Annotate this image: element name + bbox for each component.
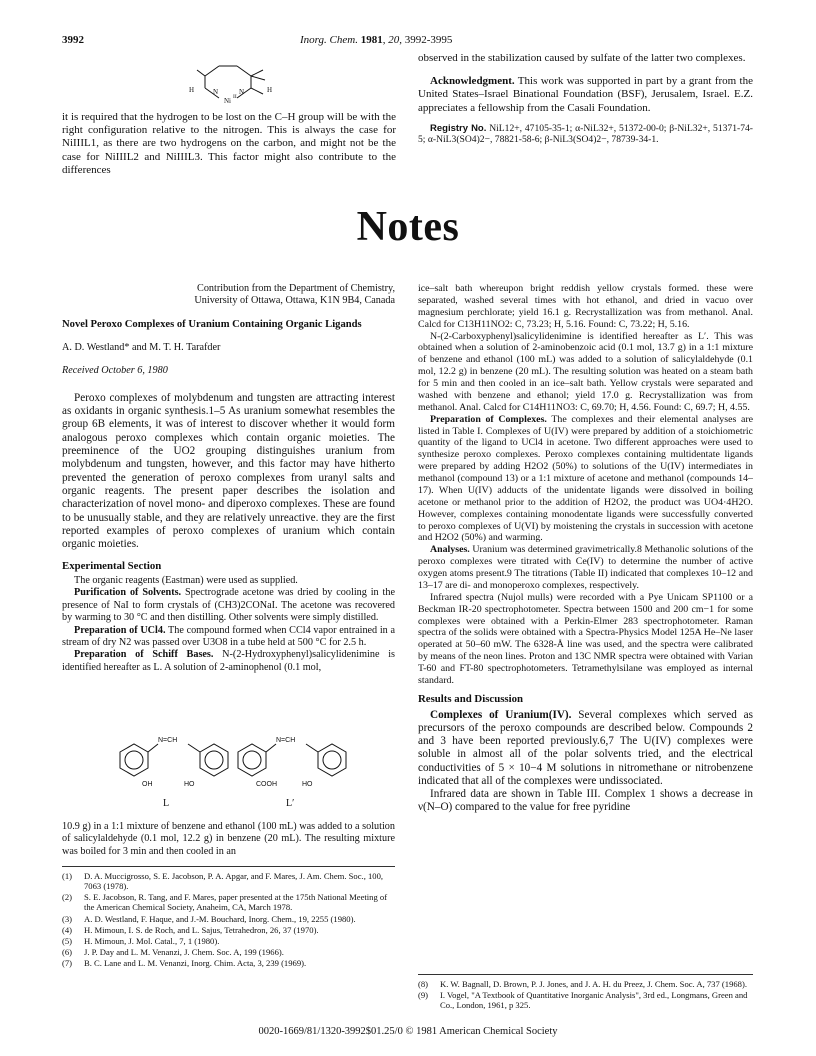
journal-volume: 20 bbox=[388, 34, 400, 46]
journal-pages: 3992-3995 bbox=[404, 34, 453, 46]
ucl4-paragraph bbox=[62, 625, 395, 650]
footnote-rule-left bbox=[62, 866, 395, 867]
received-date: Received October 6, 1980 bbox=[62, 365, 168, 377]
top-left-paragraph bbox=[62, 111, 396, 177]
section-title: Notes bbox=[356, 204, 460, 250]
ir-paragraph: Infrared spectra (Nujol mulls) were recorded with a Pye Unicam SP1100 or a Beckman IR-20 spectrophotometer. Spectra between 1500 and 200 cm−1 for some complexes were obtained with a Perkin-Elmer 283 spectrophotometer. Raman spectra of the solids were obtained with a Spectra-Physics Model 125A He–Ne laser operated at 50–60 mW. The 6328-Å line was used, and the spectra were calibrated by means of the neon lines. Proton and 13C NMR spectra were obtained with Varian T-60 and FT-80 spectrophotometers. Tetramethylsilane was employed as internal standard. bbox=[418, 591, 753, 686]
structure-label: N bbox=[239, 88, 245, 96]
top-right-column bbox=[418, 52, 753, 146]
reference-item: (1) D. A. Muccigrosso, S. E. Jacobson, P. A. Apgar, and F. Mares, J. Am. Chem. Soc., 100, 7063 (1978). bbox=[62, 871, 384, 892]
reference-item: (7) B. C. Lane and L. M. Venanzi, Inorg. Chim. Acta, 3, 239 (1969). bbox=[62, 958, 307, 969]
solvents-heading: Purification of Solvents. bbox=[74, 587, 182, 599]
solvents-body: Spectrograde acetone was dried by cooling in the presence of NaI to form crystals of (CH3)2CONaI. The acetone was recovered by warming to 30 °C and then distilling. Other solvents were simply distilled. bbox=[62, 587, 395, 624]
continuation-text: observed in the stabilization caused by sulfate of the latter two complexes. bbox=[418, 52, 746, 64]
analyses-body: Uranium was determined gravimetrically.8 Methanolic solutions of the peroxo complexes were titrated with Ce(IV) to determine the number of active oxygen atoms present.9 The titrations (Table II) indicated that complexes 10–12 and 13–17 are di- and monoperoxo complexes, respectively. bbox=[418, 544, 753, 591]
schiff-heading: Preparation of Schiff Bases. bbox=[74, 649, 214, 661]
journal-year: 1981 bbox=[360, 34, 383, 46]
affiliation bbox=[62, 283, 395, 308]
journal-name: Inorg. Chem. bbox=[300, 34, 358, 46]
registry-heading: Registry No. bbox=[430, 122, 487, 134]
structure-label: H bbox=[189, 86, 195, 94]
right-paragraph: ice–salt bath whereupon bright reddish yellow crystals formed. these were separated, washed several times with hot ethanol, and dried in vacuo over magnesium perchlorate; yield 16.1 g. Recrystallization was from methanol. Anal. Calcd for C13H11NO2: C, 73.23; H, 5.16. Found: C, 73.22; H, 5.16. bbox=[418, 283, 753, 330]
complexes-body: The complexes and their elemental analyses are listed in Table I. Complexes of U(IV) were prepared by addition of a stoichiometric quantity of the ligand to UCl4 in acetone. Two different approaches were used to synthesize peroxo complexes. Peroxo complexes containing multidentate ligands were prepared by adding H2O2 (50%) to solutions of the U(IV) intermediates in methanol (compound 13) or a 1:1 mixture of acetone and methanol (compounds 14–17). When U(IV) adducts of the unidentate ligands were dissolved in boiling acetone or methanol prior to the addition of H2O2, the product was UO4·4H2O. However, complexes containing monodentate ligands were successfully converted to peroxo complexes of U(VI) by moistening the crystals in succession with acetone and H2O2 (50%) and warming. bbox=[418, 413, 753, 544]
structure-label: Ni bbox=[224, 97, 231, 105]
registry-numbers bbox=[418, 123, 753, 146]
acknowledgment bbox=[418, 75, 753, 115]
top-left-text: it is required that the hydrogen to be lost on the C–H group will be with the right configuration relative to the nitrogen. This is always the case for NiIIIL1, as there are two hydrogens on the carbon, and might not be the case for NiIIIL2 and NiIIIL3. This factor might also contribute to the differences bbox=[62, 111, 396, 176]
complexes-heading: Preparation of Complexes. bbox=[430, 413, 547, 425]
footnote-rule-right bbox=[418, 974, 753, 975]
results-body: Several complexes which served as precursors of the peroxo compounds are described below. Compounds 2 and 3 have been reported previously.6,7 The U(IV) complexes were soluble in almost all of the polar solvents tried, and the electrical conductivities of 5 × 10−4 M solutions in nitromethane or nitrobenzene indicated that all of the complexes were undissociated. bbox=[418, 708, 753, 787]
article-title: Novel Peroxo Complexes of Uranium Containing Organic Ligands bbox=[62, 318, 362, 330]
structure-label: N bbox=[213, 88, 219, 96]
reference-item: (5) H. Mimoun, J. Mol. Catal., 7, 1 (1980). bbox=[62, 935, 220, 946]
reference-item: (2) S. E. Jacobson, R. Tang, and F. Mares, paper presented at the 175th National Meeting of the American Chemical Society, Anaheim, CA, March 1978. bbox=[62, 892, 388, 913]
article-left-column bbox=[62, 283, 395, 674]
registry-body: NiL12+, 47105-35-1; α-NiL32+, 51372-00-0; β-NiL32+, 51371-74-5; α-NiL3(SO4)2−, 78821-58-6; β-NiL3(SO4)2−, 78739-34-1. bbox=[418, 122, 753, 146]
results-heading: Results and Discussion bbox=[418, 692, 524, 705]
analyses-heading: Analyses. bbox=[430, 544, 470, 556]
affiliation-line: Contribution from the Department of Chemistry, bbox=[197, 283, 395, 294]
schiff-paragraph bbox=[62, 649, 395, 674]
ucl4-heading: Preparation of UCl4. bbox=[74, 624, 166, 636]
ack-body: This work was supported in part by a grant from the United States–Israel Binational Foundation (BSF), Jerusalem, Israel. E.Z. appreciates a fellowship from the Casali Foundation. bbox=[418, 75, 753, 114]
ligand-label-L: L bbox=[163, 798, 170, 809]
exp-paragraph: The organic reagents (Eastman) were used as supplied. bbox=[74, 574, 298, 586]
hydroxy-label: HO bbox=[302, 781, 313, 788]
results-subheading: Complexes of Uranium(IV). bbox=[430, 708, 572, 721]
analyses-paragraph bbox=[418, 544, 753, 592]
left-column-continuation bbox=[62, 821, 395, 858]
ligand-label-L-prime: L′ bbox=[286, 798, 295, 809]
carboxyl-label: COOH bbox=[256, 781, 277, 788]
affiliation-line: University of Ottawa, Ottawa, K1N 9B4, Canada bbox=[194, 295, 395, 307]
reference-item: (4) H. Mimoun, I. S. de Roch, and L. Sajus, Tetrahedron, 26, 37 (1970). bbox=[62, 924, 319, 935]
hydroxy-label: OH bbox=[142, 781, 153, 788]
reference-item: (9) I. Vogel, "A Textbook of Quantitative Inorganic Analysis", 3rd ed., Longmans, Green and Co., London, 1961, p 325. bbox=[418, 990, 748, 1011]
right-paragraph: N-(2-Carboxyphenyl)salicylidenimine is identified hereafter as L′. This was obtained when a solution of 2-aminobenzoic acid (0.1 mol, 13.7 g) in a 1:1 mixture of benzene and ethanol (100 mL) was added to a solution of salicylaldehyde (0.1 mol, 12.2 g) in benzene (20 mL). The resulting solution was heated on a steam bath for 5 min and then cooled in an ice–salt bath. Yellow crystals were separated and washed with benzene and ethanol; yield 17.0 g. Recrystallization was from methanol. Anal. Calcd for C14H11NO3: C, 69.70; H, 4.56. Found: C, 69.7; H, 4.55. bbox=[418, 330, 753, 413]
solvents-paragraph bbox=[62, 587, 395, 624]
structure-label: II bbox=[233, 94, 237, 100]
page-number: 3992 bbox=[62, 34, 84, 46]
references-left bbox=[62, 871, 395, 969]
nickel-complex-structure bbox=[175, 58, 285, 108]
intro-paragraph: Peroxo complexes of molybdenum and tungsten are attracting interest as oxidants in organic synthesis.1–5 As uranium somewhat resembles the group 6B elements, it was of interest to discover whether it would form analogous peroxo complexes which contain organic moieties. The preeminence of the UO2 grouping distinguishes uranium from molybdenum and tungsten, however, and this factor may have hitherto prevented the generation of peroxo complexes from uranyl salts and organic reagents. The present paper describes the isolation and characterization of novel mono- and diperoxo complexes. These are found to be unusually stable, and they are relatively unreactive. they are the first reported examples of peroxo complexes of uranium which contain organic moieties. bbox=[62, 391, 395, 551]
results-paragraph bbox=[418, 709, 753, 788]
results-paragraph: Infrared data are shown in Table III. Complex 1 shows a decrease in ν(N–O) compared to the value for free pyridine bbox=[418, 788, 753, 814]
article-authors: A. D. Westland* and M. T. H. Tarafder bbox=[62, 341, 221, 353]
reference-item: (8) K. W. Bagnall, D. Brown, P. J. Jones, and J. A. H. du Preez, J. Chem. Soc. A, 737 (1968). bbox=[418, 979, 747, 989]
complexes-paragraph bbox=[418, 414, 753, 545]
running-header: Inorg. Chem. 1981, 20, 3992-3995 bbox=[300, 34, 453, 46]
structure-label: H bbox=[267, 86, 273, 94]
references-right bbox=[418, 979, 753, 1011]
hydroxy-label: HO bbox=[184, 781, 195, 788]
article-right-column bbox=[418, 283, 753, 814]
experimental-heading: Experimental Section bbox=[62, 559, 162, 572]
ucl4-body: The compound formed when CCl4 vapor entrained in a stream of dry N2 was passed over U3O8 in a tube held at 500 °C for 2.5 h. bbox=[62, 624, 395, 648]
ligand-structures bbox=[108, 732, 358, 812]
schiff-body: N-(2-Hydroxyphenyl)salicylidenimine is identified hereafter as L. A solution of 2-aminophenol (0.1 mol, bbox=[62, 649, 395, 673]
ack-heading: Acknowledgment. bbox=[430, 75, 515, 88]
reference-item: (6) J. P. Day and L. M. Venanzi, J. Chem. Soc. A, 199 (1966). bbox=[62, 946, 284, 957]
continuation-paragraph: 10.9 g) in a 1:1 mixture of benzene and ethanol (100 mL) was added to a solution of salicylaldehyde (0.1 mol, 12.2 g) in benzene (20 mL). The resulting mixture was boiled for 3 min and then cooled in an bbox=[62, 821, 395, 857]
imine-label: N=CH bbox=[276, 737, 296, 744]
page-footer: 0020-1669/81/1320-3992$01.25/0 © 1981 American Chemical Society bbox=[258, 1026, 558, 1037]
reference-item: (3) A. D. Westland, F. Haque, and J.-M. Bouchard, Inorg. Chem., 19, 2255 (1980). bbox=[62, 913, 356, 924]
imine-label: N=CH bbox=[158, 737, 178, 744]
